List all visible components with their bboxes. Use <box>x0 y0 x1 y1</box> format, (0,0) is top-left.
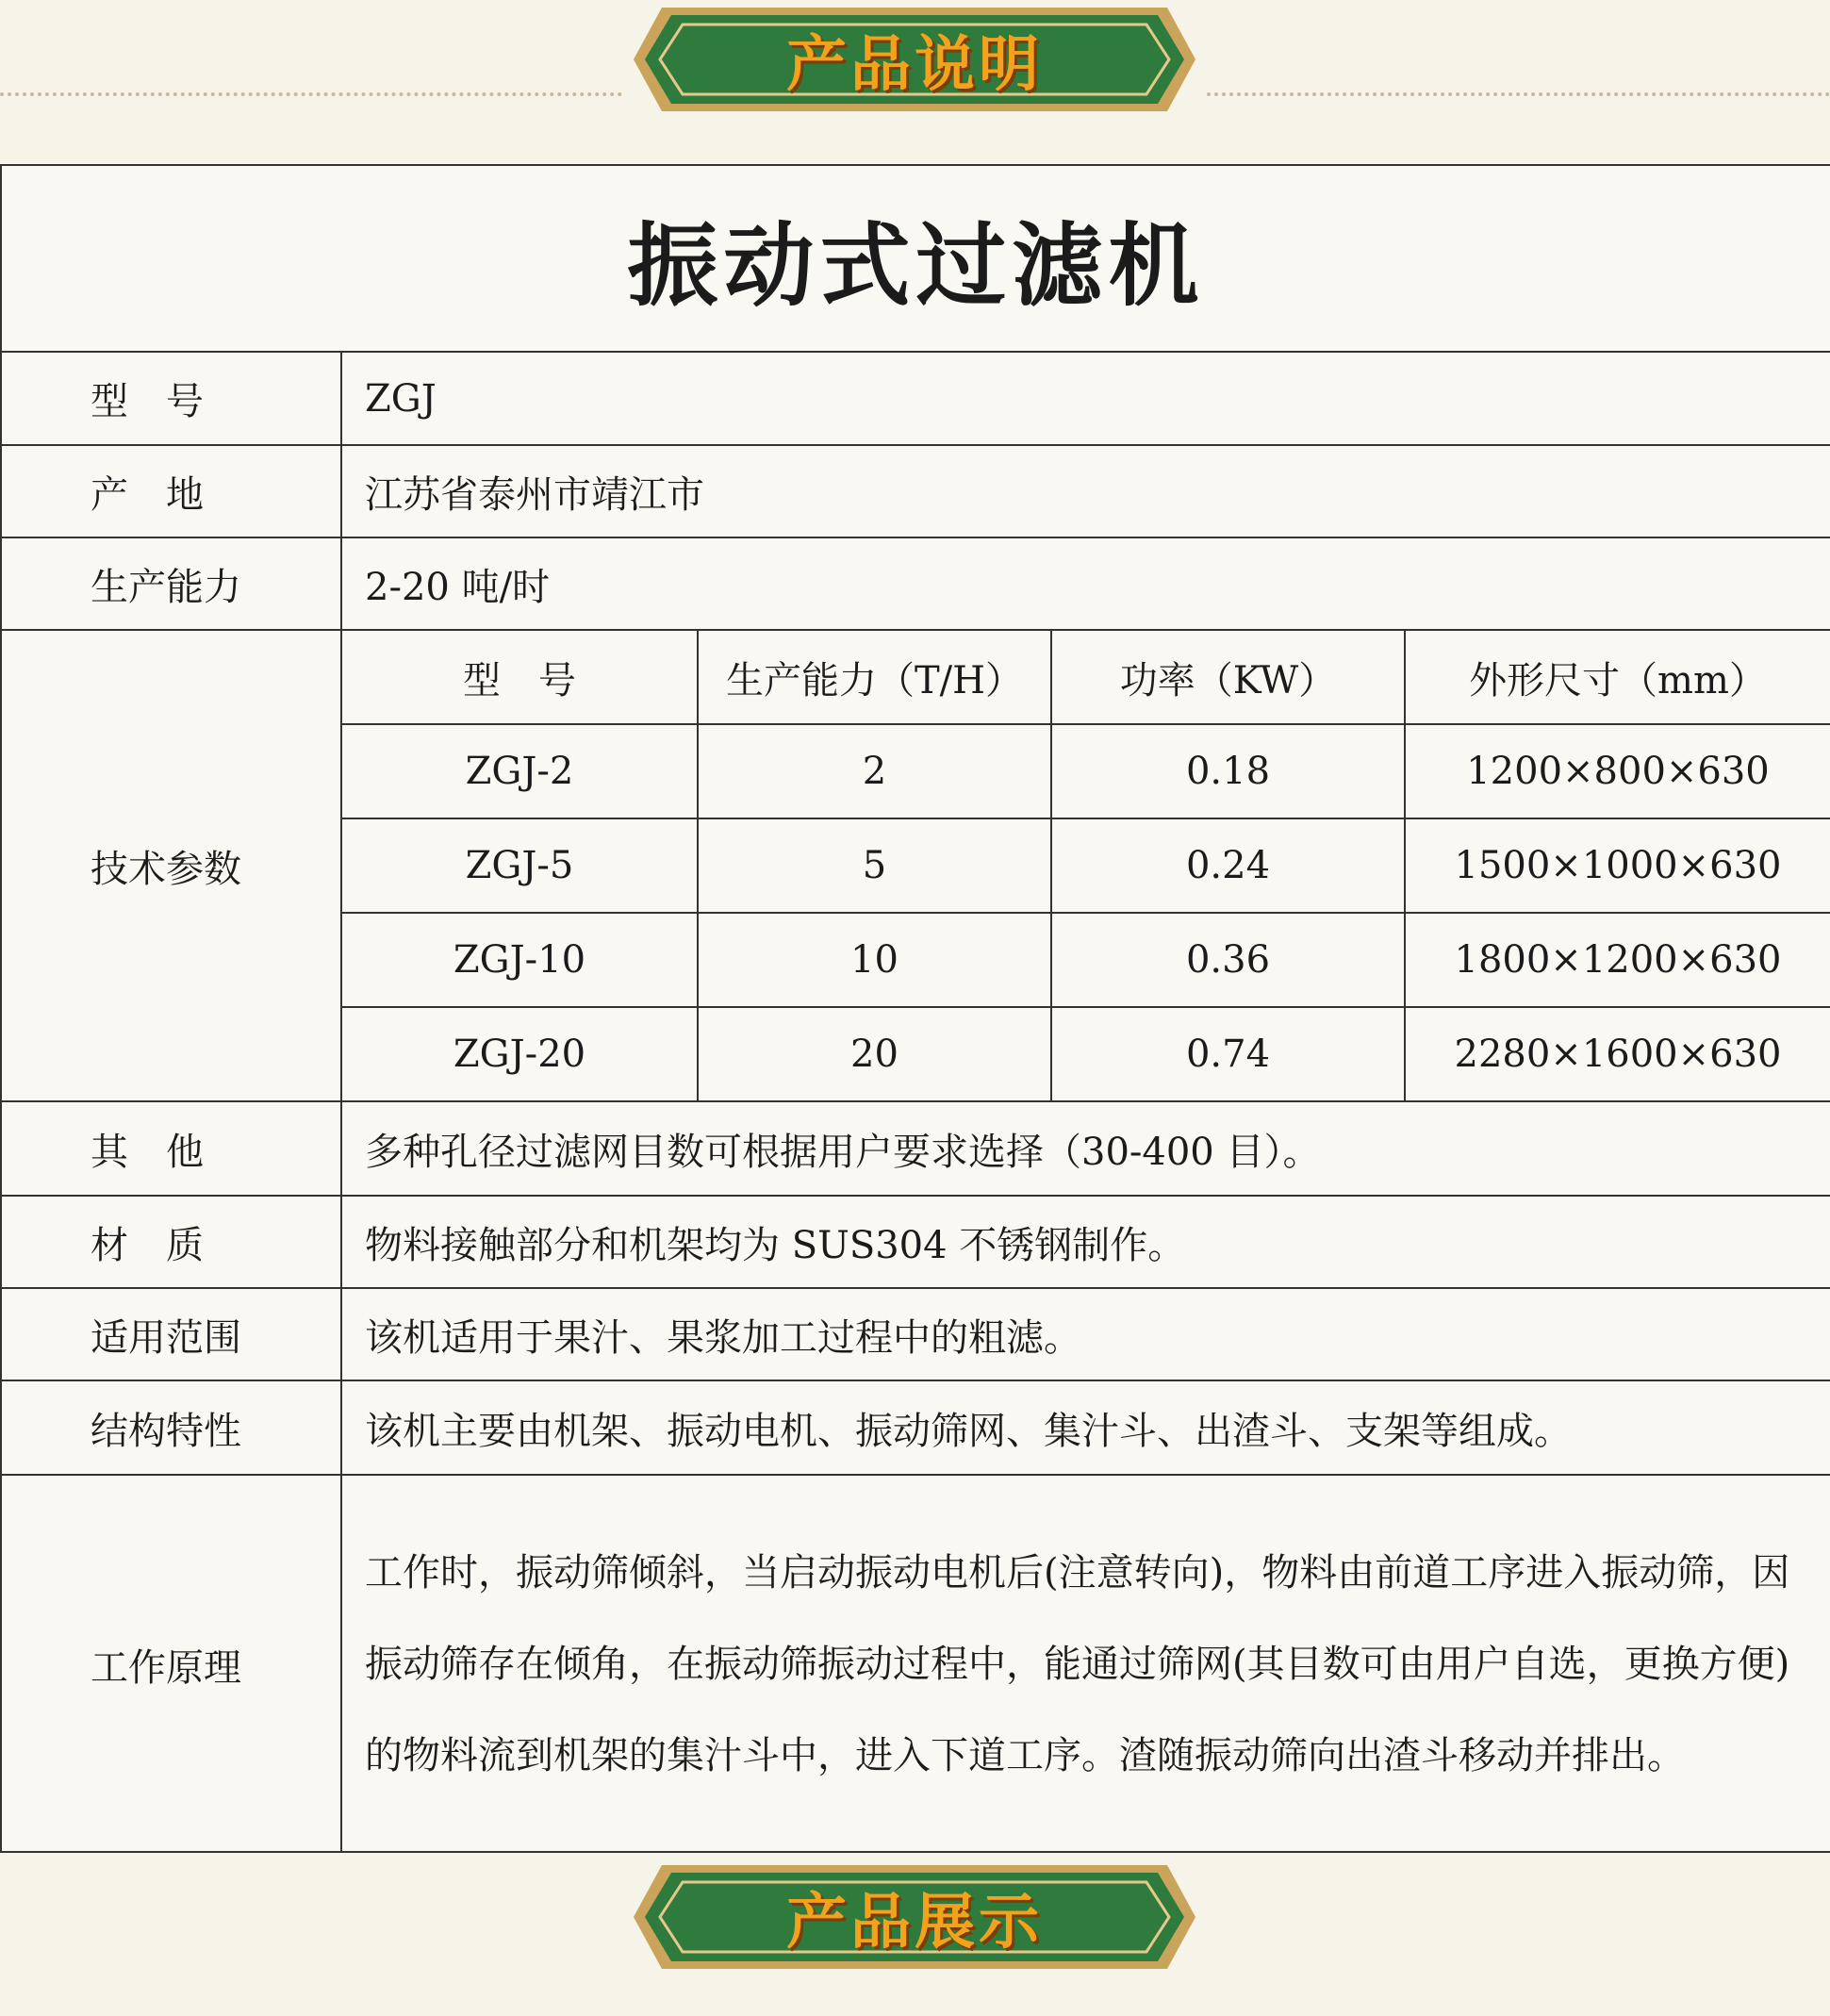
spec-row-origin <box>2 445 1830 537</box>
row-value: 2-20 吨/时 <box>341 537 1830 630</box>
row-label: 型 号 <box>2 353 341 445</box>
product-title: 振动式过滤机 <box>2 166 1830 353</box>
spec-row-structure <box>2 1380 1830 1475</box>
section-banner-showcase <box>634 1861 1195 1973</box>
params-row <box>342 724 1830 818</box>
tech-params-cell <box>341 630 1830 1101</box>
bottom-banner-area <box>0 1850 1830 2016</box>
top-banner-area <box>0 0 1830 141</box>
params-cell: ZGJ-2 <box>342 724 698 818</box>
params-cell: 0.36 <box>1051 913 1405 1007</box>
row-value-cell <box>341 1475 1830 1853</box>
row-label: 其 他 <box>2 1101 341 1196</box>
row-label: 产 地 <box>2 445 341 537</box>
params-cell: 2280×1600×630 <box>1454 1033 1782 1076</box>
tech-params-table <box>342 631 1830 1100</box>
row-value: ZGJ <box>341 353 1830 445</box>
params-cell: ZGJ-10 <box>342 913 698 1007</box>
spec-row-material <box>2 1196 1830 1288</box>
spec-row-scope <box>2 1288 1830 1380</box>
params-row <box>342 1007 1830 1100</box>
params-cell: 5 <box>698 818 1051 913</box>
row-label: 技术参数 <box>2 630 341 1101</box>
params-cell: ZGJ-20 <box>342 1007 698 1100</box>
row-label: 适用范围 <box>2 1288 341 1380</box>
params-header-cell: 功率（KW） <box>1051 631 1405 724</box>
dotted-divider-right <box>1207 92 1830 96</box>
params-cell: 0.24 <box>1051 818 1405 913</box>
row-label: 结构特性 <box>2 1380 341 1475</box>
work-principle-text: 工作时，振动筛倾斜，当启动振动电机后(注意转向)，物料由前道工序进入振动筛，因振动筛存在倾角，在振动筛振动过程中，能通过筛网(其目数可由用户自选，更换方便)的物料流到机架的集汁斗中，进入下道工序。渣随振动筛向出渣斗移动并排出。 <box>365 1550 1790 1777</box>
params-cell: 20 <box>698 1007 1051 1100</box>
row-label: 工作原理 <box>2 1475 341 1853</box>
spec-table <box>2 353 1830 1853</box>
spec-row-work-principle <box>2 1475 1830 1853</box>
row-label: 生产能力 <box>2 537 341 630</box>
params-cell: ZGJ-5 <box>342 818 698 913</box>
spec-row-model <box>2 353 1830 445</box>
row-value: 该机主要由机架、振动电机、振动筛网、集汁斗、出渣斗、支架等组成。 <box>341 1380 1830 1475</box>
params-header-cell: 外形尺寸（mm） <box>1405 631 1830 724</box>
row-value: 多种孔径过滤网目数可根据用户要求选择（30-400 目）。 <box>341 1101 1830 1196</box>
spec-sheet <box>0 164 1830 1853</box>
section-banner-description <box>634 4 1195 115</box>
params-cell: 10 <box>698 913 1051 1007</box>
row-label: 材 质 <box>2 1196 341 1288</box>
params-cell: 2 <box>698 724 1051 818</box>
banner-title: 产品说明 <box>786 30 1043 100</box>
spec-row-other <box>2 1101 1830 1196</box>
spec-row-capacity <box>2 537 1830 630</box>
params-row <box>342 818 1830 913</box>
params-cell: 1500×1000×630 <box>1405 818 1830 913</box>
params-row <box>342 913 1830 1007</box>
row-value: 江苏省泰州市靖江市 <box>341 445 1830 537</box>
dotted-divider-left <box>0 92 622 96</box>
params-cell: 0.74 <box>1051 1007 1405 1100</box>
spec-row-tech-params <box>2 630 1830 1101</box>
params-cell: 0.18 <box>1051 724 1405 818</box>
row-value: 该机适用于果汁、果浆加工过程中的粗滤。 <box>341 1288 1830 1380</box>
params-header-cell: 生产能力（T/H） <box>698 631 1051 724</box>
params-header-cell: 型 号 <box>342 631 698 724</box>
row-value: 物料接触部分和机架均为 SUS304 不锈钢制作。 <box>341 1196 1830 1288</box>
params-cell: 1800×1200×630 <box>1405 913 1830 1007</box>
params-cell: 1200×800×630 <box>1405 724 1830 818</box>
params-header-row <box>342 631 1830 724</box>
banner-title: 产品展示 <box>786 1888 1043 1958</box>
